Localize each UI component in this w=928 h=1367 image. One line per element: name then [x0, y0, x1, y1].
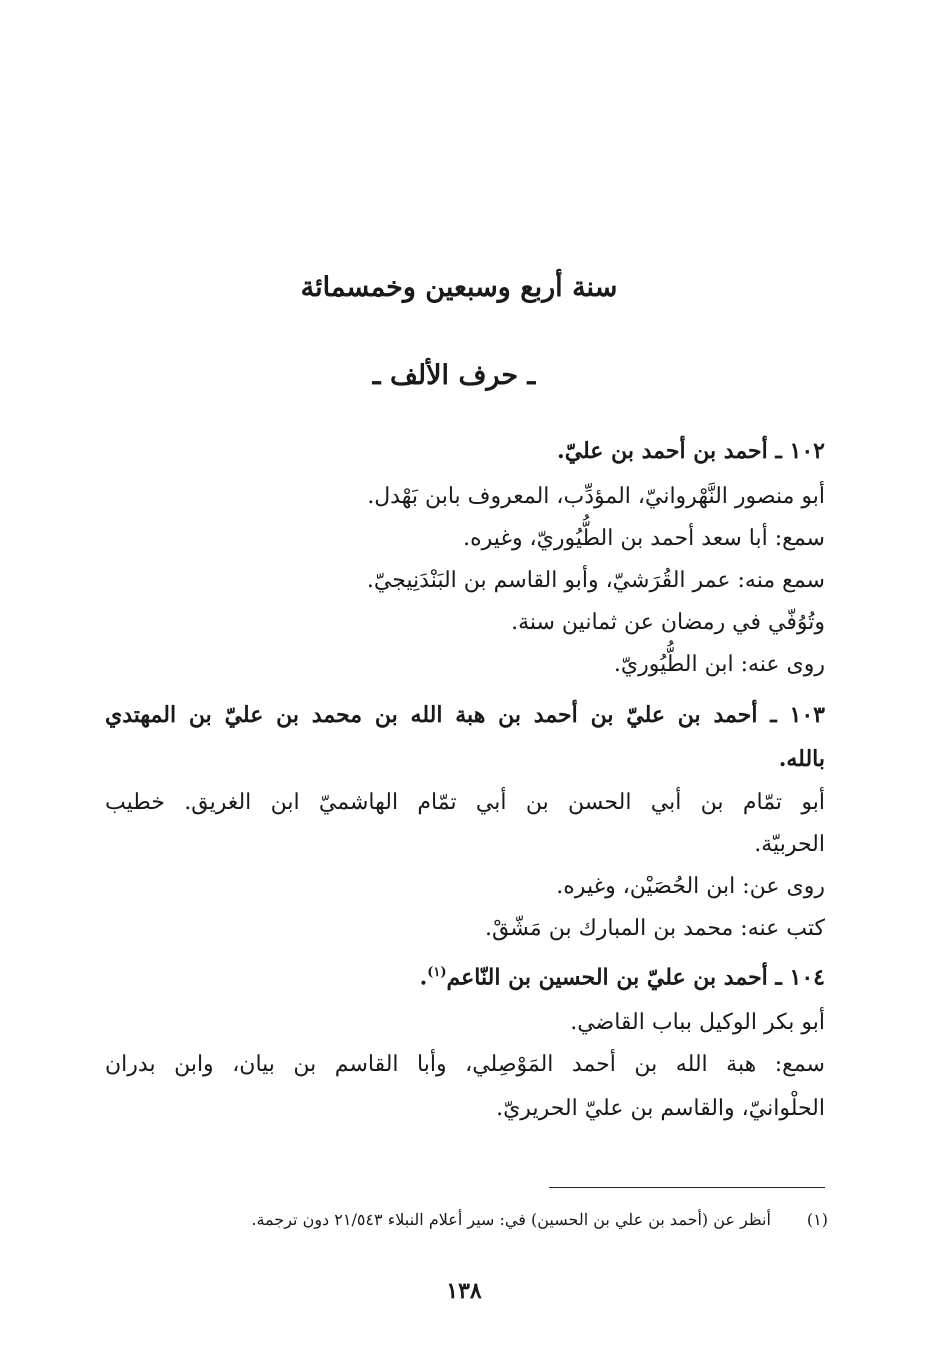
- entry-104-title: [419, 964, 825, 991]
- entry-102-line-1: أبو منصور النَّهْروانيّ، المؤدِّب، المعروف بابن بَهْدل.: [367, 484, 825, 509]
- entry-103-line-4: كتب عنه: محمد بن المبارك بن مَشّقْ.: [484, 916, 825, 941]
- entry-102-title: ١٠٢ ـ أحمد بن أحمد بن عليّ.: [557, 438, 825, 464]
- entry-103-line-2: الحربيّة.: [754, 832, 825, 857]
- footnote-separator: [549, 1187, 825, 1188]
- entry-103-title-line-2: بالله.: [778, 746, 825, 772]
- page-number: ١٣٨: [446, 1278, 482, 1304]
- entry-104-line-2: سمع: هبة الله بن أحمد المَوْصِلي، وأبا القاسم بن بيان، وابن بدران: [105, 1052, 825, 1077]
- entry-102-line-4: وتُوُفّي في رمضان عن ثمانين سنة.: [511, 610, 825, 635]
- entry-102-line-3: سمع منه: عمر القُرَشيّ، وأبو القاسم بن البَنْدَنِيجيّ.: [366, 568, 825, 593]
- letter-section-heading: ـ حرف الألف ـ: [372, 360, 536, 391]
- footnote-number: (١): [806, 1210, 828, 1229]
- year-heading: سنة أربع وسبعين وخمسمائة: [300, 272, 618, 303]
- entry-103-line-1: أبو تمّام بن أبي الحسن بن أبي تمّام الهاشميّ ابن الغريق. خطيب: [105, 790, 825, 815]
- entry-104-title-end: .: [419, 964, 428, 991]
- footnote: [251, 1210, 828, 1229]
- footnote-marker: (١): [427, 965, 447, 980]
- entries-body: [105, 0, 825, 1367]
- footnote-text: أنظر عن (أحمد بن علي بن الحسين) في: سير أعلام النبلاء ٢١/٥٤٣ دون ترجمة.: [251, 1210, 771, 1229]
- entry-102-line-5: روى عنه: ابن الطُّيُوريّ.: [613, 652, 825, 677]
- entry-104-title-text: ١٠٤ ـ أحمد بن عليّ بن الحسين بن النّاعم: [446, 964, 825, 991]
- entry-102-line-2: سمع: أبا سعد أحمد بن الطُّيُوريّ، وغيره.: [463, 526, 825, 551]
- entry-103-line-3: روى عن: ابن الحُصَيْن، وغيره.: [556, 874, 825, 899]
- entry-103-title-line-1: ١٠٣ ـ أحمد بن عليّ بن أحمد بن هبة الله بن محمد بن عليّ بن المهتدي: [105, 702, 825, 728]
- entry-104-line-1: أبو بكر الوكيل بباب القاضي.: [570, 1010, 825, 1035]
- entry-104-line-3: الحلْوانيّ، والقاسم بن عليّ الحريريّ.: [496, 1096, 825, 1121]
